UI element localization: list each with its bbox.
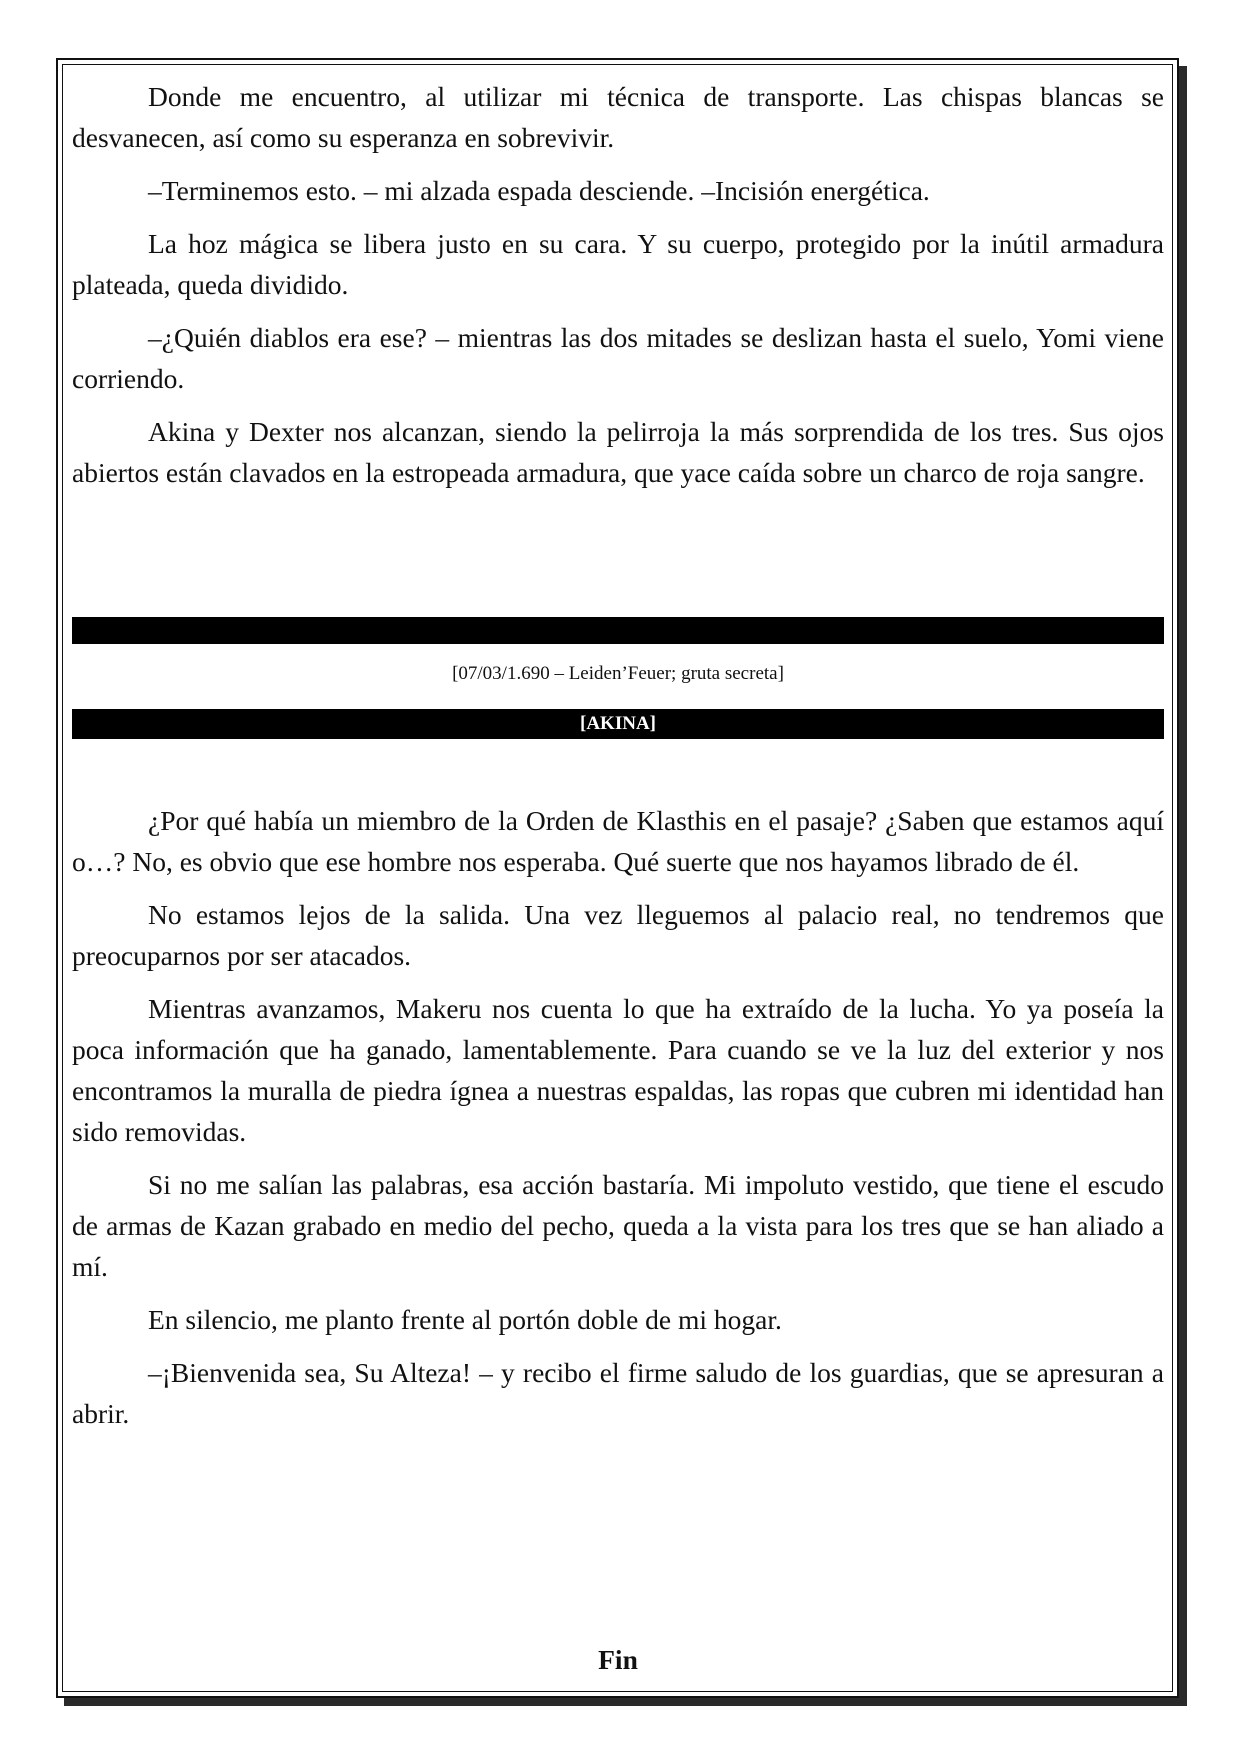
paragraph: Mientras avanzamos, Makeru nos cuenta lo que ha extraído de la lucha. Yo ya poseía la poca información que ha ganado, lamentablemente. Para cuando se ve la luz del exterior y nos encontramos la muralla de piedra ígnea a nuestras espaldas, las ropas que cubren mi identidad han sido removidas. (72, 993, 1164, 1147)
paragraph: Si no me salían las palabras, esa acción bastaría. Mi impoluto vestido, que tiene el escudo de armas de Kazan grabado en medio del pecho, queda a la vista para los tres que se han aliado a mí. (72, 1169, 1164, 1282)
scene-separator-bar (72, 617, 1164, 644)
paragraph: –¿Quién diablos era ese? – mientras las dos mitades se deslizan hasta el suelo, Yomi viene corriendo. (72, 322, 1164, 394)
paragraph: No estamos lejos de la salida. Una vez lleguemos al palacio real, no tendremos que preocuparnos por ser atacados. (72, 899, 1164, 971)
end-marker: Fin (598, 1644, 638, 1675)
paragraph: Akina y Dexter nos alcanzan, siendo la pelirroja la más sorprendida de los tres. Sus ojos abiertos están clavados en la estropeada armadura, que yace caída sobre un charco de roja sangre. (72, 416, 1164, 488)
paragraph: En silencio, me planto frente al portón doble de mi hogar. (148, 1304, 782, 1335)
scene-date-location: [07/03/1.690 – Leiden’Feuer; gruta secreta] (452, 663, 784, 684)
section-1-text (72, 76, 1164, 505)
paragraph: –¡Bienvenida sea, Su Alteza! – y recibo el firme saludo de los guardias, que se apresuran a abrir. (72, 1357, 1164, 1429)
section-2-text (72, 800, 1164, 1446)
paragraph: Donde me encuentro, al utilizar mi técnica de transporte. Las chispas blancas se desvanecen, así como su esperanza en sobrevivir. (72, 81, 1164, 153)
paragraph: La hoz mágica se libera justo en su cara. Y su cuerpo, protegido por la inútil armadura plateada, queda dividido. (72, 228, 1164, 300)
scene-pov-banner: [AKINA] (72, 709, 1164, 739)
paragraph: –Terminemos esto. – mi alzada espada desciende. –Incisión energética. (148, 175, 930, 206)
paragraph: ¿Por qué había un miembro de la Orden de Klasthis en el pasaje? ¿Saben que estamos aquí o…? No, es obvio que ese hombre nos esperaba. Qué suerte que nos hayamos librado de él. (72, 805, 1164, 877)
